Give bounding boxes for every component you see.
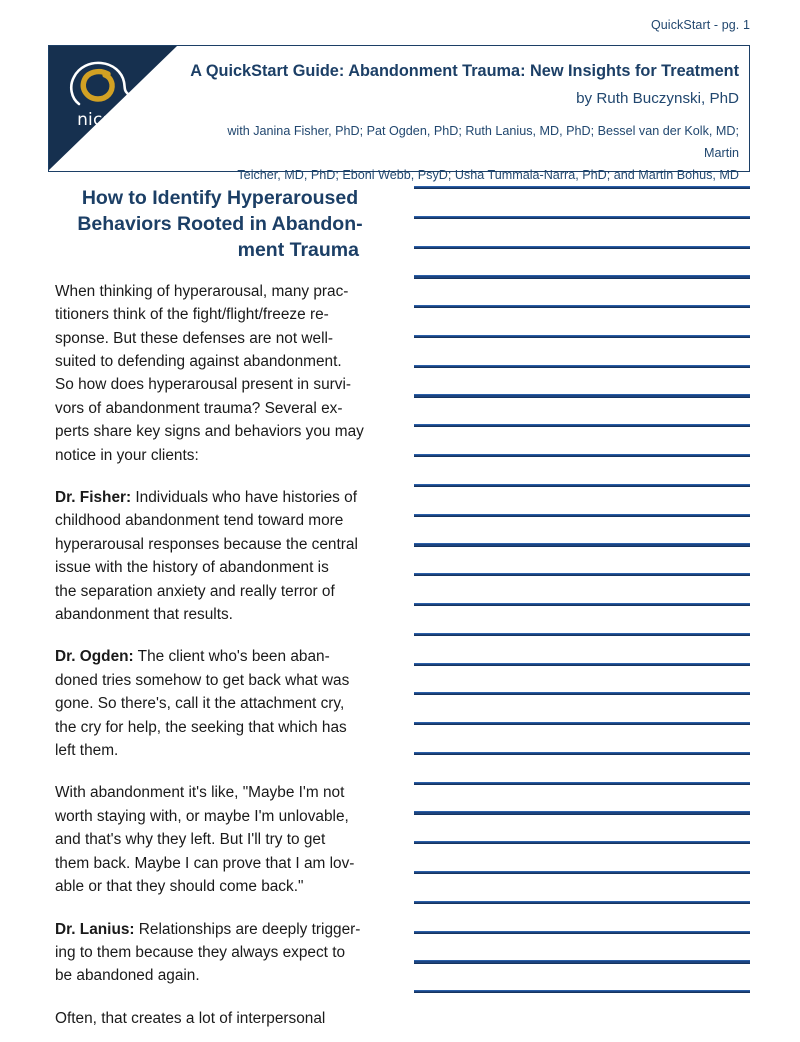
title-banner [48,45,750,182]
note-line[interactable] [414,484,750,487]
text-line: titioners think of the fight/flight/freeze re- [55,306,329,324]
paragraph-ogden [55,645,385,762]
note-line[interactable] [414,365,750,368]
note-line[interactable] [414,633,750,636]
paragraph-intro [55,280,385,467]
contributors-block [189,120,739,186]
text-line: ing to them because they always expect to [55,943,346,961]
speaker-label: Dr. Ogden: [55,648,134,666]
text-line: perts share key signs and behaviors you may [55,423,364,441]
article-body [55,280,385,1030]
text-line: issue with the history of abandonment is [55,559,329,577]
contributors-line-1: with Janina Fisher, PhD; Pat Ogden, PhD; Ruth Lanius, MD, PhD; Bessel van der Kolk, MD; Martin [227,123,739,160]
note-line[interactable] [414,246,750,249]
text-line: hyperarousal responses because the central [55,535,358,553]
paragraph-lanius-continued [55,1007,385,1030]
note-line[interactable] [414,931,750,934]
paragraph-ogden-continued [55,781,385,898]
note-line[interactable] [414,901,750,904]
guide-byline: by Ruth Buczynski, PhD [576,90,739,107]
note-line[interactable] [414,514,750,517]
note-line[interactable] [414,394,750,397]
text-line: vors of abandonment trauma? Several ex- [55,399,343,417]
guide-title: A QuickStart Guide: Abandonment Trauma: New Insights for Treatment [190,62,739,80]
note-line[interactable] [414,543,750,546]
heading-line-1: How to Identify Hyperaroused [81,187,359,209]
note-line[interactable] [414,722,750,725]
text-line: suited to defending against abandonment. [55,352,342,370]
running-head-page-label: QuickStart - pg. 1 [650,18,750,32]
section-heading [55,186,385,264]
note-line[interactable] [414,335,750,338]
text-line: childhood abandonment tend toward more [55,512,344,530]
text-line: When thinking of hyperarousal, many prac- [55,282,349,300]
note-line[interactable] [414,990,750,993]
note-line[interactable] [414,663,750,666]
note-line[interactable] [414,186,750,189]
text-line: gone. So there's, call it the attachment cry, [55,695,345,713]
text-line: Dr. Fisher: Individuals who have histories of [55,489,357,507]
note-line[interactable] [414,752,750,755]
note-line[interactable] [414,216,750,219]
text-line: notice in your clients: [55,446,199,464]
speaker-label: Dr. Fisher: [55,489,132,507]
text-line: Dr. Ogden: The client who's been aban- [55,648,330,666]
text-line: worth staying with, or maybe I'm unlovable, [55,807,349,825]
note-line[interactable] [414,811,750,814]
text-line: them back. Maybe I can prove that I am lov- [55,854,355,872]
note-taking-lines[interactable] [414,186,750,1020]
note-line[interactable] [414,454,750,457]
note-line[interactable] [414,841,750,844]
contributors-line-2: Teicher, MD, PhD; Eboni Webb, PsyD; Usha Tummala-Narra, PhD; and Martin Bohus, MD [237,167,739,182]
note-line[interactable] [414,275,750,278]
text-line: the cry for help, the seeking that which has [55,718,347,736]
text-line: and that's why they left. But I'll try to get [55,831,326,849]
note-line[interactable] [414,782,750,785]
text-line: So how does hyperarousal present in survi- [55,376,351,394]
note-line[interactable] [414,960,750,963]
banner-text-block [189,60,739,186]
heading-line-3: ment Trauma [237,238,359,261]
nicabm-logo [61,54,157,144]
text-line: Dr. Lanius: Relationships are deeply trigger- [55,920,361,938]
text-line: sponse. But these defenses are not well- [55,329,334,347]
text-line: able or that they should come back." [55,878,304,896]
article-column [55,186,385,1030]
note-line[interactable] [414,305,750,308]
text-line: be abandoned again. [55,967,200,985]
text-line: doned tries somehow to get back what was [55,671,350,689]
text-line: With abandonment it's like, "Maybe I'm not [55,784,345,802]
note-line[interactable] [414,424,750,427]
head-profile-with-ring-icon [61,54,157,118]
text-line: the separation anxiety and really terror of [55,582,335,600]
note-line[interactable] [414,871,750,874]
note-line[interactable] [414,692,750,695]
nicabm-wordmark: nicabm [77,110,141,130]
text-line: left them. [55,742,119,760]
text-line: abandonment that results. [55,606,233,624]
speaker-label: Dr. Lanius: [55,920,135,938]
note-line[interactable] [414,573,750,576]
paragraph-fisher [55,486,385,626]
paragraph-lanius [55,918,385,988]
note-line[interactable] [414,603,750,606]
text-line: Often, that creates a lot of interpersonal [55,1009,326,1027]
heading-line-2: Behaviors Rooted in Abandon- [77,212,363,235]
